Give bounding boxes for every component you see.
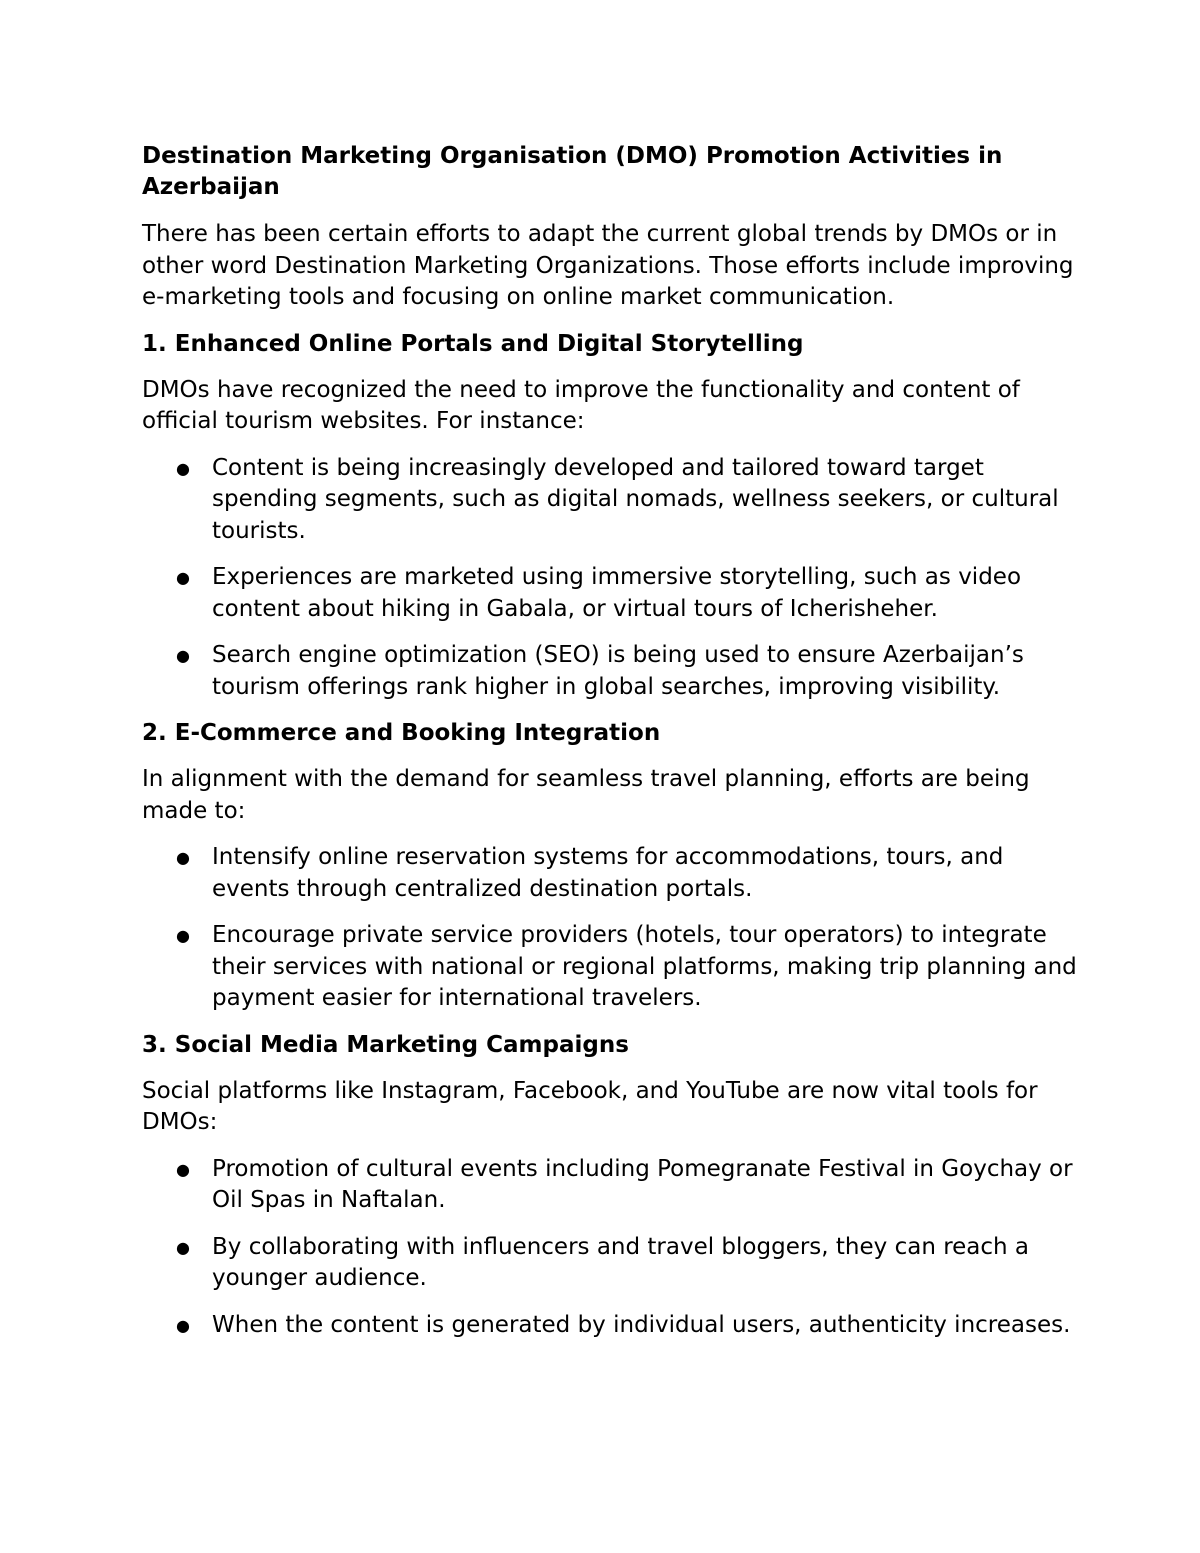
list-item [142, 453, 1077, 548]
list-item [142, 1310, 1077, 1342]
section-heading: 2. E-Commerce and Booking Integration [142, 720, 661, 746]
list-item [142, 1232, 1077, 1295]
list-item-text: Intensify online reservation systems for accommodations, tours, and events through centralized destination portals. [212, 844, 1004, 902]
list-item-text: When the content is generated by individual users, authenticity increases. [212, 1311, 1071, 1338]
bullet-list [142, 453, 1077, 704]
section-lead: DMOs have recognized the need to improve the functionality and content of official tourism websites. For instance: [142, 376, 1020, 434]
list-item [142, 562, 1077, 625]
bullet-icon: ● [176, 1159, 190, 1179]
bullet-icon: ● [176, 848, 190, 867]
bullet-icon: ● [176, 926, 190, 945]
list-item-text: Content is being increasingly developed and tailored toward target spending segments, such as digital nomads, wellness seekers, or cultural tourists. [212, 454, 1059, 544]
intro-paragraph: There has been certain efforts to adapt the current global trends by DMOs or in other word Destination Marketing Organizations. Those efforts include improving e-marketing tools and focusing on online market communication. [142, 221, 1074, 310]
list-item-text: Experiences are marketed using immersive storytelling, such as video content about hiking in Gabala, or virtual tours of Icherisheher. [212, 564, 1022, 622]
bullet-icon: ● [176, 1237, 190, 1257]
bullet-icon: ● [176, 568, 190, 587]
list-item [142, 1154, 1077, 1217]
list-item-text: Promotion of cultural events including Pomegranate Festival in Goychay or Oil Spas in Naftalan. [212, 1155, 1073, 1213]
document-page [142, 141, 1077, 1356]
list-item [142, 920, 1077, 1015]
list-item-text: By collaborating with influencers and travel bloggers, they can reach a younger audience. [212, 1233, 1030, 1291]
bullet-icon: ● [176, 458, 190, 478]
section-lead: In alignment with the demand for seamless travel planning, efforts are being made to: [142, 766, 1030, 824]
bullet-list [142, 842, 1077, 1015]
section-lead: Social platforms like Instagram, Facebook, and YouTube are now vital tools for DMOs: [142, 1077, 1038, 1135]
section-heading: 1. Enhanced Online Portals and Digital Storytelling [142, 330, 804, 357]
list-item-text: Encourage private service providers (hotels, tour operators) to integrate their services with national or regional platforms, making trip planning and payment easier for international travelers. [212, 922, 1077, 1011]
document-title: Destination Marketing Organisation (DMO) Promotion Activities in Azerbaijan [142, 143, 1003, 200]
bullet-icon: ● [176, 1315, 190, 1335]
section-heading: 3. Social Media Marketing Campaigns [142, 1031, 629, 1058]
list-item-text: Search engine optimization (SEO) is being used to ensure Azerbaijan’s tourism offerings rank higher in global searches, improving visibility. [212, 642, 1024, 700]
list-item [142, 842, 1077, 905]
bullet-icon: ● [176, 646, 190, 665]
bullet-list [142, 1154, 1077, 1342]
list-item [142, 640, 1077, 703]
